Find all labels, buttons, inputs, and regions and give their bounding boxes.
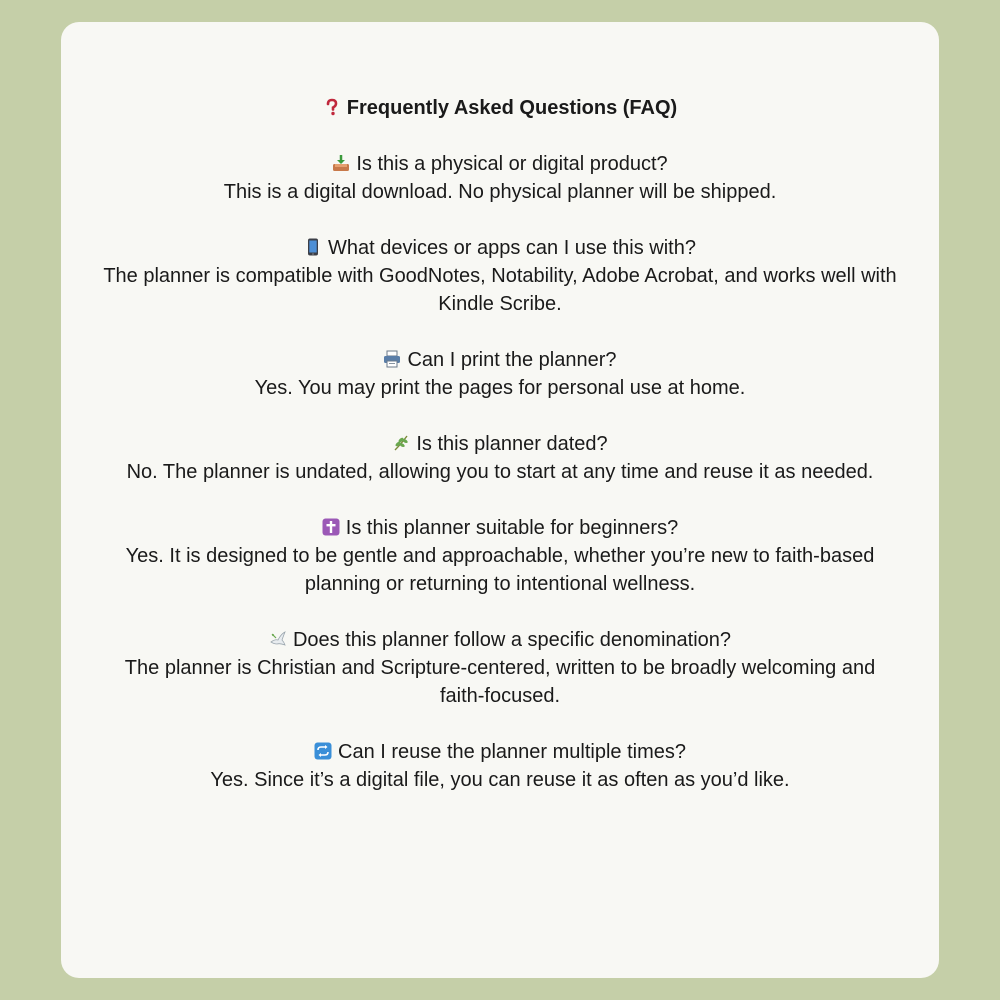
faq-answer: Yes. You may print the pages for personal use at home. bbox=[254, 377, 746, 399]
question-mark-icon bbox=[323, 98, 341, 116]
mobile-phone-icon bbox=[304, 238, 322, 256]
dove-icon bbox=[269, 630, 287, 648]
faq-question bbox=[101, 514, 899, 542]
faq-content bbox=[101, 94, 899, 822]
cross-icon bbox=[322, 518, 340, 536]
faq-question-text: Is this a physical or digital product? bbox=[356, 153, 668, 175]
faq-answer: No. The planner is undated, allowing you to start at any time and reuse it as needed. bbox=[126, 461, 874, 483]
faq-answer: This is a digital download. No physical planner will be shipped. bbox=[223, 181, 777, 203]
faq-answer: Yes. Since it’s a digital file, you can reuse it as often as you’d like. bbox=[210, 769, 790, 791]
faq-item-devices bbox=[101, 234, 899, 318]
faq-question-text: Does this planner follow a specific denomination? bbox=[292, 629, 732, 651]
faq-question-text: Is this planner suitable for beginners? bbox=[345, 517, 679, 539]
faq-question-text: What devices or apps can I use this with? bbox=[328, 237, 696, 259]
faq-title-text: Frequently Asked Questions (FAQ) bbox=[346, 97, 678, 119]
repeat-icon bbox=[314, 742, 332, 760]
faq-item-denomination bbox=[101, 626, 899, 710]
faq-question bbox=[101, 234, 899, 262]
faq-item-reuse bbox=[101, 738, 899, 794]
faq-question bbox=[101, 150, 899, 178]
faq-question-text: Is this planner dated? bbox=[416, 433, 608, 455]
faq-question bbox=[101, 738, 899, 766]
faq-answer: The planner is compatible with GoodNotes, Notability, Adobe Acrobat, and works well with Kindle Scribe. bbox=[103, 265, 897, 315]
faq-question bbox=[101, 626, 899, 654]
faq-item-beginners bbox=[101, 514, 899, 598]
printer-icon bbox=[383, 350, 401, 368]
inbox-tray-icon bbox=[332, 154, 350, 172]
faq-answer: Yes. It is designed to be gentle and approachable, whether you’re new to faith-based planning or returning to intentional wellness. bbox=[125, 545, 875, 595]
faq-question-text: Can I print the planner? bbox=[407, 349, 617, 371]
faq-question bbox=[101, 430, 899, 458]
sprout-icon bbox=[392, 434, 410, 452]
faq-title bbox=[101, 94, 899, 122]
faq-question bbox=[101, 346, 899, 374]
faq-item-print bbox=[101, 346, 899, 402]
faq-answer: The planner is Christian and Scripture-centered, written to be broadly welcoming and faith-focused. bbox=[124, 657, 876, 707]
faq-question-text: Can I reuse the planner multiple times? bbox=[338, 741, 686, 763]
faq-card bbox=[61, 22, 939, 978]
faq-item-dated bbox=[101, 430, 899, 486]
faq-item-physical-or-digital bbox=[101, 150, 899, 206]
